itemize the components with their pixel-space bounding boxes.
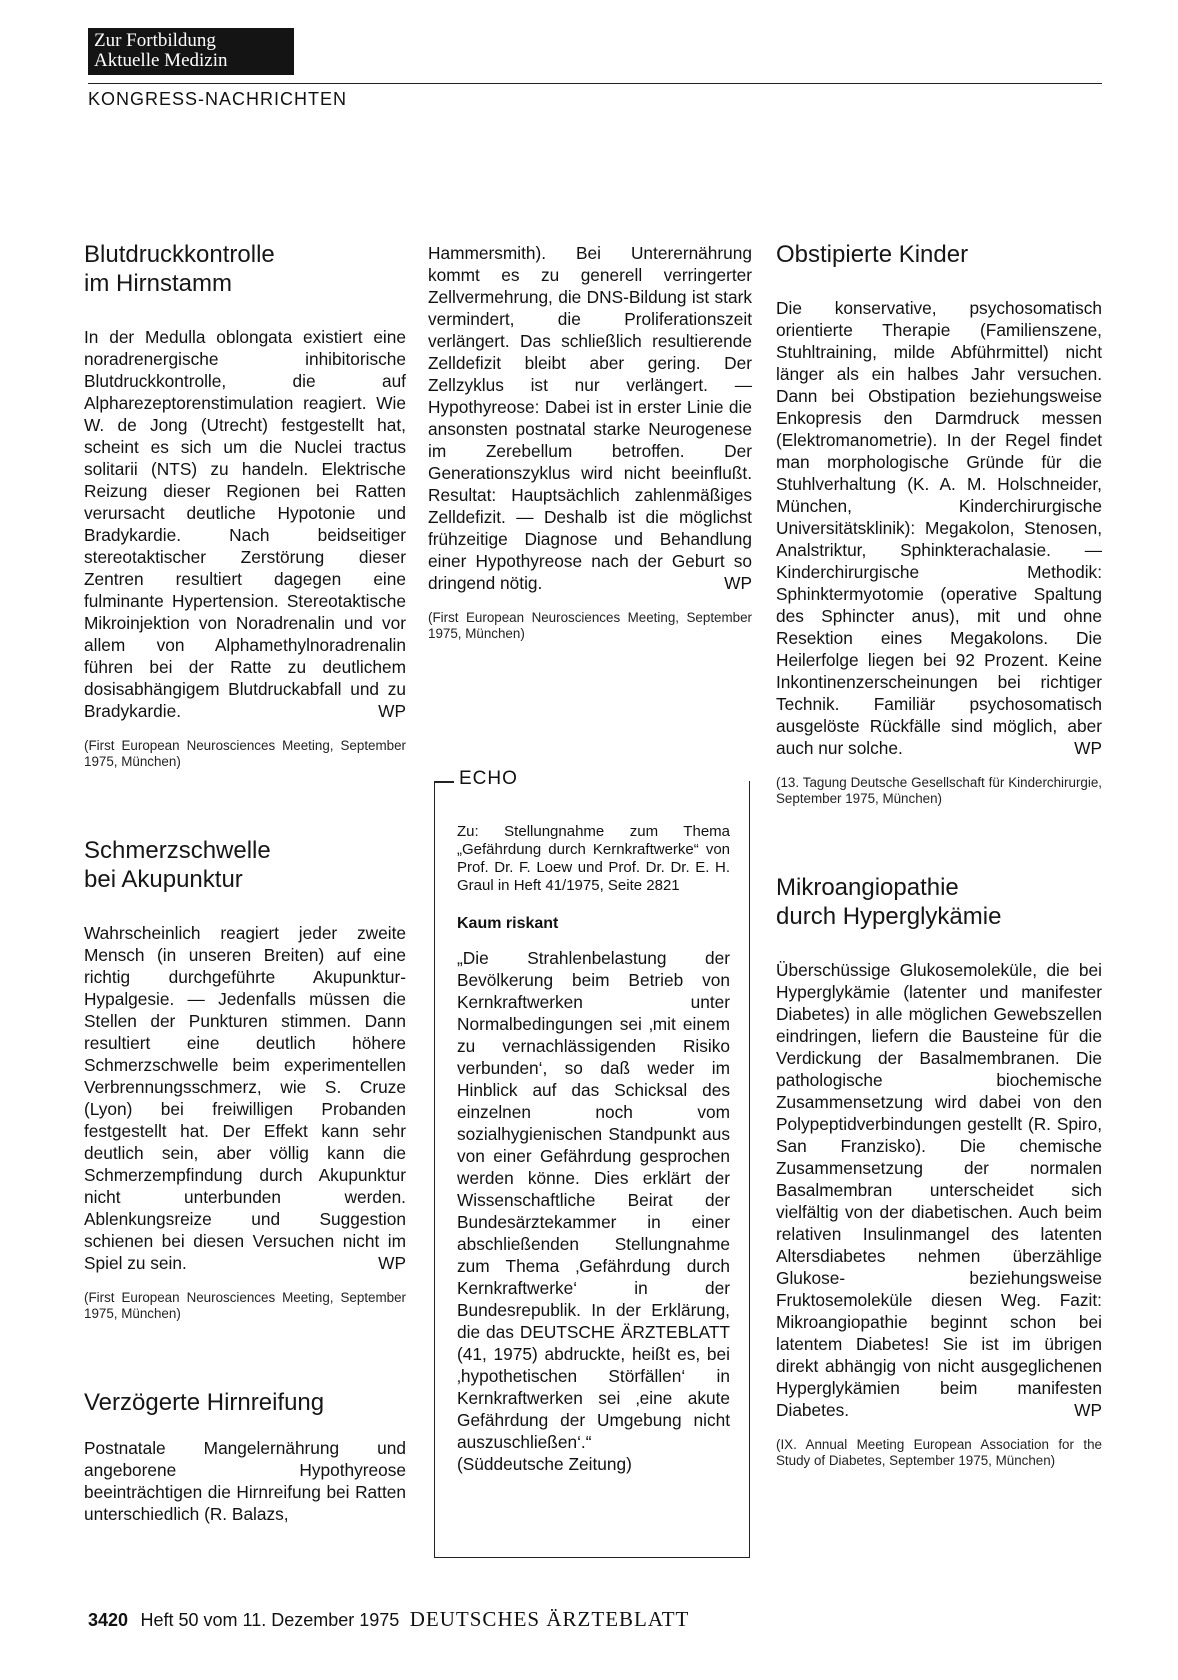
issue-info: Heft 50 vom 11. Dezember 1975 [140, 1610, 400, 1630]
author-signature: WP [378, 701, 406, 721]
article-source: (IX. Annual Meeting European Association for the Study of Diabetes, September 1975, München) [776, 1437, 1102, 1468]
page-footer [88, 1607, 689, 1632]
echo-text: „Die Strahlenbelastung der Bevölkerung beim Betrieb von Kernkraftwerken unter Normalbedingungen sei ‚mit einem zu vernachlässigenden Risiko verbunden‘, so daß weder im Hinblick auf das Schicksal des einzelnen noch vom sozialhygienischen Standpunkt aus von einer Gefährdung gesprochen werden könne. Dies erklärt der Wissenschaftliche Beirat der Bundesärztekammer in einer abschließenden Stellungnahme zum Thema ‚Gefährdung durch Kernkraftwerke‘ in der Bundesrepublik. In der Erklärung, die das DEUTSCHE ÄRZTEBLATT (41, 1975) abdruckte, heißt es, bei ‚hypothetischen Störfällen‘ in Kernkraftwerken sei ‚eine akute Gefährdung der Umgebung nicht auszuschließen‘.“ [457, 948, 730, 1452]
article-source: (First European Neurosciences Meeting, September 1975, München) [84, 738, 406, 769]
echo-intro: Zu: Stellungnahme zum Thema „Gefährdung durch Kernkraftwerke“ von Prof. Dr. F. Loew und Prof. Dr. Dr. E. H. Graul in Heft 41/1975, Seite 2821 [457, 823, 730, 894]
article-mikroangiopathie [776, 873, 1102, 1469]
echo-source: (Süddeutsche Zeitung) [457, 1454, 632, 1474]
article-source: (First European Neurosciences Meeting, September 1975, München) [84, 1290, 406, 1321]
echo-box-top-rule [434, 781, 454, 783]
column-1 [84, 240, 406, 1525]
article-hirnreifung [84, 1388, 406, 1525]
article-body: Die konservative, psychosomatisch orientierte Therapie (Familienszene, Stuhltraining, milde Abführmittel) nicht länger als ein halbes Jahr versuchen. Dann bei Obstipation beziehungsweise Enkopresis den Darmdruck messen (Elektromanometrie). In der Regel findet man morphologische Gründe für die Stuhlverhaltung (K. A. M. Holschneider, München, Kinderchirurgische Universitätsklinik): Megakolon, Stenosen, Analstriktur, Sphinkterachalasie. — Kinderchirurgische Methodik: Sphinktermyotomie (operative Spaltung des Sphincter anus), mit und ohne Resektion eines Megakolons. Die Heilerfolge liegen bei 92 Prozent. Keine Inkontinenzerscheinungen bei richtiger Technik. Familiär psychosomatisch ausgelöste Rückfälle sind möglich, aber auch nur solche. WP [776, 298, 1102, 758]
article-title: Blutdruckkontrolle im Hirnstamm [84, 241, 275, 297]
article-obstipierte-kinder [776, 240, 1102, 807]
rubric-line-2: Aktuelle Medizin [94, 50, 228, 71]
column-2 [428, 242, 752, 708]
article-title: Schmerzschwelle bei Akupunktur [84, 837, 271, 893]
article-schmerzschwelle [84, 836, 406, 1322]
header-rule [88, 83, 1102, 84]
article-title: Verzögerte Hirnreifung [84, 1389, 325, 1416]
article-body: Postnatale Mangelernährung und angeborene Hypothyreose beeinträchtigen die Hirnreifung bei Ratten unterschiedlich (R. Balazs, [84, 1438, 406, 1524]
section-label: KONGRESS-NACHRICHTEN [88, 89, 348, 109]
rubric-box [88, 28, 294, 75]
echo-title: ECHO [455, 768, 522, 790]
author-signature: WP [378, 1253, 406, 1273]
column-3 [776, 240, 1102, 1535]
echo-box [434, 768, 750, 1558]
article-body: In der Medulla oblongata existiert eine noradrenergische inhibitorische Blutdruckkontrolle, die auf Alpharezeptorenstimulation reagiert. Wie W. de Jong (Utrecht) festgestellt hat, scheint es sich um die Nuclei tractus solitarii (NTS) zu handeln. Elektrische Reizung dieser Regionen bei Ratten verursacht deutliche Hypotonie und Bradykardie. Nach beidseitiger stereotaktischer Zerstörung dieser Zentren resultiert dagegen eine fulminante Hypertension. Stereotaktische Mikroinjektion von Noradrenalin und vor allem von Alphamethylnoradrenalin führen bei der Ratte zu deutlichem dosisabhängigem Blutdruckabfall und zu Bradykardie. WP [84, 327, 406, 721]
article-hirnreifung-continued [428, 242, 752, 642]
author-signature: WP [724, 573, 752, 593]
author-signature: WP [1074, 738, 1102, 758]
article-body: Wahrscheinlich reagiert jeder zweite Mensch (in unseren Breiten) auf eine richtig durchgeführte Akupunktur-Hypalgesie. — Jedenfalls müssen die Stellen der Punkturen stimmen. Dann resultiert eine deutlich höhere Schmerzschwelle beim experimentellen Verbrennungsschmerz, wie S. Cruze (Lyon) bei freiwilligen Probanden festgestellt hat. Der Effekt kann sehr deutlich sein, aber völlig kann die Schmerzempfindung durch Akupunktur nicht unterbunden werden. Ablenkungsreize und Suggestion schienen bei diesen Versuchen nicht im Spiel zu sein. WP [84, 923, 406, 1273]
journal-name: DEUTSCHES ÄRZTEBLATT [409, 1607, 690, 1631]
article-body: Hammersmith). Bei Unterernährung kommt es zu generell verringerter Zellvermehrung, die DNS-Bildung ist stark vermindert, die Proliferationszeit verlängert. Das schließlich resultierende Zelldefizit bleibt aber gering. Der Zellzyklus ist nur verlängert. — Hypothyreose: Dabei ist in erster Linie die ansonsten postnatal starke Neurogenese im Zerebellum betroffen. Der Generationszyklus wird nicht beeinflußt. Resultat: Hauptsächlich zahlenmäßiges Zelldefizit. — Deshalb ist die möglichst frühzeitige Diagnose und Behandlung einer Hypothyreose nach der Geburt so dringend nötig. WP [428, 243, 752, 593]
author-signature: WP [1074, 1400, 1102, 1420]
rubric-line-1: Zur Fortbildung [94, 30, 216, 51]
page-number: 3420 [88, 1610, 129, 1630]
article-body: Überschüssige Glukosemoleküle, die bei Hyperglykämie (latenter und manifester Diabetes) in alle möglichen Gewebszellen eindringen, liefern die Bausteine für die Verdickung der Basalmembranen. Die pathologische biochemische Zusammensetzung wird dabei von den Polypeptidverbindungen gestellt (R. Spiro, San Franzisko). Die chemische Zusammensetzung der normalen Basalmembran unterscheidet sich vielfältig von der diabetischen. Auch beim relativen Insulinmangel des latenten Altersdiabetes nehmen überzählige Glukose- beziehungsweise Fruktosemoleküle diesen Weg. Fazit: Mikroangiopathie beginnt schon bei latentem Diabetes! Sie ist im übrigen direkt abhängig von nicht ausgeglichenen Hyperglykämien beim manifesten Diabetes. WP [776, 960, 1102, 1420]
article-source: (First European Neurosciences Meeting, September 1975, München) [428, 610, 752, 641]
echo-heading: Kaum riskant [457, 915, 559, 932]
article-title: Mikroangiopathie durch Hyperglykämie [776, 874, 1002, 930]
article-title: Obstipierte Kinder [776, 241, 969, 268]
article-blutdruck [84, 240, 406, 770]
article-source: (13. Tagung Deutsche Gesellschaft für Kinderchirurgie, September 1975, München) [776, 775, 1102, 806]
